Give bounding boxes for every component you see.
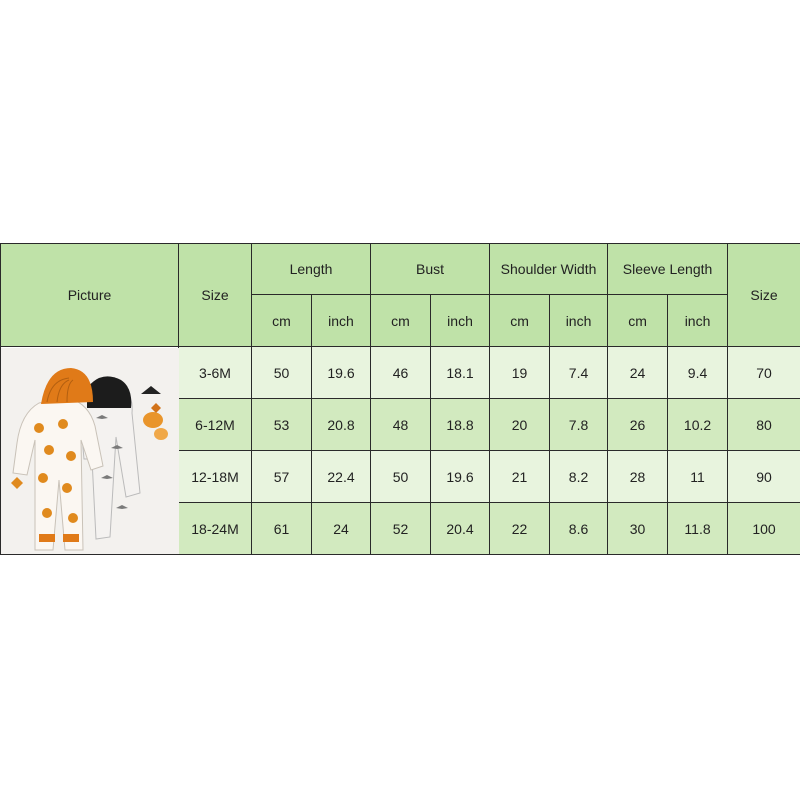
unit-header: inch xyxy=(668,295,728,347)
length-header: Length xyxy=(252,244,371,295)
size-cell: 18-24M xyxy=(179,503,252,555)
table-row xyxy=(1,347,800,399)
size-right-cell: 100 xyxy=(728,503,800,555)
unit-header: cm xyxy=(490,295,550,347)
size-right-header: Size xyxy=(728,244,800,347)
value-cell: 30 xyxy=(608,503,668,555)
value-cell: 24 xyxy=(312,503,371,555)
size-cell: 6-12M xyxy=(179,399,252,451)
value-cell: 18.8 xyxy=(431,399,490,451)
value-cell: 8.2 xyxy=(550,451,608,503)
halloween-romper-image xyxy=(1,348,179,554)
unit-header: cm xyxy=(371,295,431,347)
sleeve-length-header: Sleeve Length xyxy=(608,244,728,295)
value-cell: 19.6 xyxy=(312,347,371,399)
value-cell: 28 xyxy=(608,451,668,503)
value-cell: 11.8 xyxy=(668,503,728,555)
value-cell: 9.4 xyxy=(668,347,728,399)
value-cell: 19.6 xyxy=(431,451,490,503)
value-cell: 10.2 xyxy=(668,399,728,451)
value-cell: 52 xyxy=(371,503,431,555)
unit-header: cm xyxy=(252,295,312,347)
unit-header: inch xyxy=(431,295,490,347)
unit-header: inch xyxy=(312,295,371,347)
product-picture xyxy=(1,347,179,555)
value-cell: 11 xyxy=(668,451,728,503)
value-cell: 19 xyxy=(490,347,550,399)
value-cell: 53 xyxy=(252,399,312,451)
value-cell: 20.4 xyxy=(431,503,490,555)
value-cell: 20.8 xyxy=(312,399,371,451)
size-right-cell: 90 xyxy=(728,451,800,503)
size-cell: 12-18M xyxy=(179,451,252,503)
unit-header: inch xyxy=(550,295,608,347)
size-right-cell: 70 xyxy=(728,347,800,399)
value-cell: 57 xyxy=(252,451,312,503)
value-cell: 48 xyxy=(371,399,431,451)
value-cell: 20 xyxy=(490,399,550,451)
value-cell: 7.4 xyxy=(550,347,608,399)
value-cell: 18.1 xyxy=(431,347,490,399)
value-cell: 61 xyxy=(252,503,312,555)
bust-header: Bust xyxy=(371,244,490,295)
value-cell: 50 xyxy=(252,347,312,399)
value-cell: 7.8 xyxy=(550,399,608,451)
shoulder-width-header: Shoulder Width xyxy=(490,244,608,295)
value-cell: 26 xyxy=(608,399,668,451)
value-cell: 50 xyxy=(371,451,431,503)
header-row-top xyxy=(1,244,800,295)
picture-header: Picture xyxy=(1,244,179,347)
value-cell: 24 xyxy=(608,347,668,399)
size-header: Size xyxy=(179,244,252,347)
unit-header: cm xyxy=(608,295,668,347)
value-cell: 8.6 xyxy=(550,503,608,555)
value-cell: 46 xyxy=(371,347,431,399)
size-chart-table xyxy=(0,243,800,555)
size-right-cell: 80 xyxy=(728,399,800,451)
value-cell: 21 xyxy=(490,451,550,503)
value-cell: 22.4 xyxy=(312,451,371,503)
value-cell: 22 xyxy=(490,503,550,555)
size-cell: 3-6M xyxy=(179,347,252,399)
